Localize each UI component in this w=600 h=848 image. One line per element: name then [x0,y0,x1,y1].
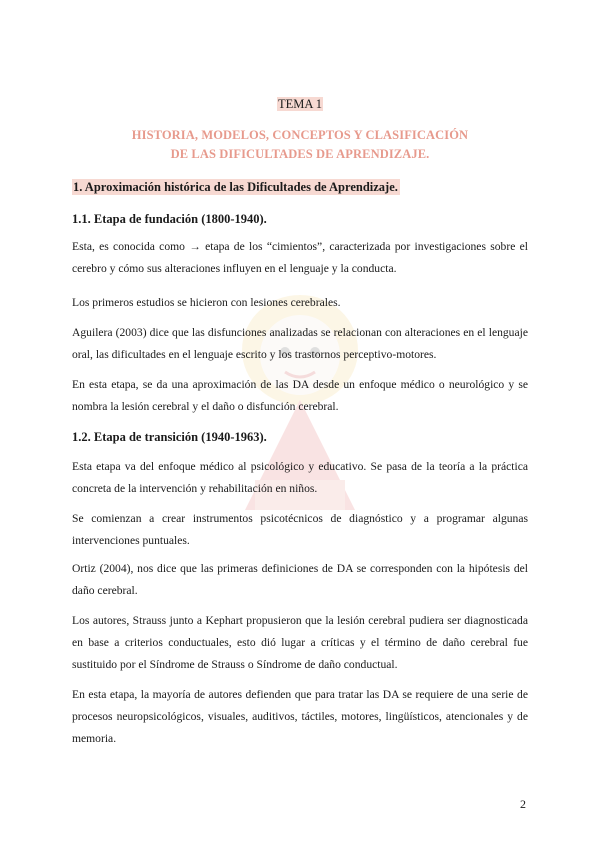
paragraph: Esta etapa va del enfoque médico al psicológico y educativo. Se pasa de la teoría a la práctica concreta de la intervención y rehabilitación en niños. [72,460,528,495]
paragraph: Los autores, Strauss junto a Kephart propusieron que la lesión cerebral pudiera ser diagnosticada en base a criterios conductuales, esto dió lugar a críticas y el término de daño cerebral fue sustituido por el Síndrome de Strauss o Síndrome de daño conductual. [72,614,528,671]
paragraph: En esta etapa, la mayoría de autores defienden que para tratar las DA se requiere de una serie de procesos neuropsicológicos, visuales, auditivos, táctiles, motores, lingüísticos, atencionales y de memoria. [72,688,528,745]
paragraph: Ortiz (2004), nos dice que las primeras definiciones de DA se corresponden con la hipótesis del daño cerebral. [72,562,528,597]
paragraph: En esta etapa, se da una aproximación de las DA desde un enfoque médico o neurológico y se nombra la lesión cerebral y el daño o disfunción cerebral. [72,378,528,413]
paragraph: Esta, es conocida como → etapa de los “cimientos”, caracterizada por investigaciones sobre el cerebro y cómo sus alteraciones influyen en el lenguaje y la conducta. [72,240,528,275]
subsection-heading-foundation: 1.1. Etapa de fundación (1800-1940). [72,212,267,226]
page-number: 2 [520,797,526,811]
topic-label: TEMA 1 [277,97,323,111]
section-heading: 1. Aproximación histórica de las Dificultades de Aprendizaje. [73,180,398,194]
subsection-heading-transition: 1.2. Etapa de transición (1940-1963). [72,430,267,444]
paragraph: Los primeros estudios se hicieron con lesiones cerebrales. [72,296,341,309]
paragraph: Aguilera (2003) dice que las disfunciones analizadas se relacionan con alteraciones en el lenguaje oral, las dificultades en el lenguaje escrito y los trastornos perceptivo-motores. [72,326,528,361]
paragraph: Se comienzan a crear instrumentos psicotécnicos de diagnóstico y a programar algunas intervenciones puntuales. [72,512,528,547]
document-subtitle: HISTORIA, MODELOS, CONCEPTOS Y CLASIFICACIÓN DE LAS DIFICULTADES DE APRENDIZAJE. [131,128,469,161]
